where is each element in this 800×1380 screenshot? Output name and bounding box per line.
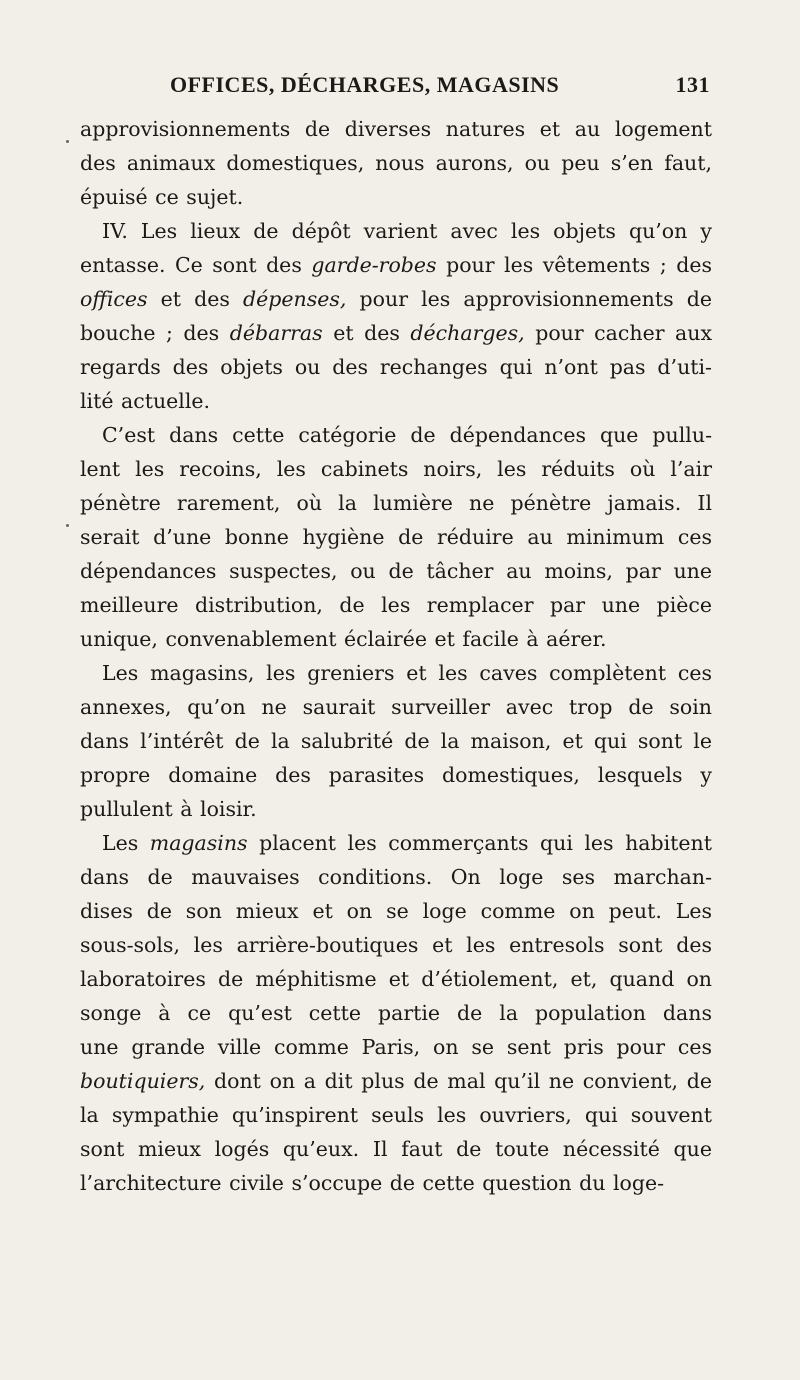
text-segment: propre domaine des parasites domestiques, lesquels y	[80, 763, 712, 787]
text-line	[80, 486, 712, 520]
text-segment: une grande ville comme Paris, on se sent pris pour ces	[80, 1035, 712, 1059]
text-segment: laboratoires de méphitisme et d’étiolement, et, quand on	[80, 967, 712, 991]
text-line	[80, 112, 712, 146]
running-head	[170, 66, 710, 106]
text-line	[80, 996, 712, 1030]
italic-term: dépenses,	[243, 287, 347, 311]
text-segment: sous-sols, les arrière-boutiques et les entresols sont des	[80, 933, 712, 957]
text-segment: pour les vêtements ; des	[436, 253, 712, 277]
text-segment: meilleure distribution, de les remplacer par une pièce	[80, 593, 712, 617]
text-segment: pénètre rarement, où la lumière ne pénètre jamais. Il	[80, 491, 712, 515]
text-segment: épuisé ce sujet.	[80, 185, 244, 209]
italic-term: boutiquiers,	[80, 1069, 206, 1093]
text-line	[80, 520, 712, 554]
italic-term: magasins	[149, 831, 248, 855]
text-line	[80, 452, 712, 486]
text-segment: dont on a dit plus de mal qu’il ne convient, de	[205, 1069, 712, 1093]
text-line	[80, 1166, 712, 1200]
text-segment: songe à ce qu’est cette partie de la population dans	[80, 1001, 712, 1025]
text-segment: approvisionnements de diverses natures et au logement	[80, 117, 712, 141]
body-text	[80, 112, 712, 1200]
text-line	[80, 656, 712, 690]
text-segment: des animaux domestiques, nous aurons, ou peu s’en faut,	[80, 151, 712, 175]
text-segment: la sympathie qu’inspirent seuls les ouvriers, qui souvent	[80, 1103, 712, 1127]
text-segment: IV. Les lieux de dépôt varient avec les objets qu’on y	[102, 219, 712, 243]
text-line	[80, 1132, 712, 1166]
page-number: 131	[675, 72, 710, 97]
italic-term: débarras	[229, 321, 323, 345]
text-segment: unique, convenablement éclairée et facile à aérer.	[80, 627, 607, 651]
text-line	[80, 418, 712, 452]
text-segment: lent les recoins, les cabinets noirs, les réduits où l’air	[80, 457, 712, 481]
text-segment: lité actuelle.	[80, 389, 211, 413]
text-segment: Les	[102, 831, 150, 855]
text-segment: sont mieux logés qu’eux. Il faut de toute nécessité que	[80, 1137, 712, 1161]
text-line	[80, 860, 712, 894]
text-line	[80, 282, 712, 316]
text-line	[80, 758, 712, 792]
text-segment: C’est dans cette catégorie de dépendances que pullu-	[102, 423, 712, 447]
text-line	[80, 248, 712, 282]
text-segment: et des	[322, 321, 411, 345]
text-segment: annexes, qu’on ne saurait surveiller avec trop de soin	[80, 695, 712, 719]
running-head-title: OFFICES, DÉCHARGES, MAGASINS	[170, 72, 560, 97]
text-segment: dans l’intérêt de la salubrité de la maison, et qui sont le	[80, 729, 712, 753]
text-line	[80, 826, 712, 860]
text-line	[80, 690, 712, 724]
italic-term: offices	[80, 287, 148, 311]
text-line	[80, 180, 712, 214]
text-line	[80, 554, 712, 588]
text-line	[80, 384, 712, 418]
text-line	[80, 792, 712, 826]
text-line	[80, 1064, 712, 1098]
text-segment: bouche ; des	[80, 321, 230, 345]
margin-speck	[66, 140, 69, 143]
text-line	[80, 316, 712, 350]
text-segment: serait d’une bonne hygiène de réduire au minimum ces	[80, 525, 712, 549]
text-segment: pullulent à loisir.	[80, 797, 257, 821]
text-line	[80, 962, 712, 996]
text-line	[80, 588, 712, 622]
text-segment: regards des objets ou des rechanges qui n’ont pas d’uti-	[80, 355, 712, 379]
text-line	[80, 214, 712, 248]
italic-term: garde-robes	[311, 253, 437, 277]
text-line	[80, 1098, 712, 1132]
text-line	[80, 146, 712, 180]
text-segment: et des	[147, 287, 244, 311]
text-line	[80, 1030, 712, 1064]
text-line	[80, 724, 712, 758]
text-line	[80, 894, 712, 928]
text-segment: Les magasins, les greniers et les caves complètent ces	[102, 661, 712, 685]
text-segment: entasse. Ce sont des	[80, 253, 312, 277]
text-segment: pour les approvisionnements de	[346, 287, 712, 311]
text-segment: dises de son mieux et on se loge comme on peut. Les	[80, 899, 712, 923]
text-line	[80, 622, 712, 656]
text-segment: l’architecture civile s’occupe de cette question du loge-	[80, 1171, 665, 1195]
margin-speck	[66, 524, 69, 527]
text-segment: placent les commerçants qui les habitent	[247, 831, 712, 855]
text-line	[80, 928, 712, 962]
text-line	[80, 350, 712, 384]
italic-term: décharges,	[410, 321, 525, 345]
text-segment: pour cacher aux	[524, 321, 713, 345]
text-segment: dans de mauvaises conditions. On loge ses marchan-	[80, 865, 712, 889]
text-segment: dépendances suspectes, ou de tâcher au moins, par une	[80, 559, 712, 583]
